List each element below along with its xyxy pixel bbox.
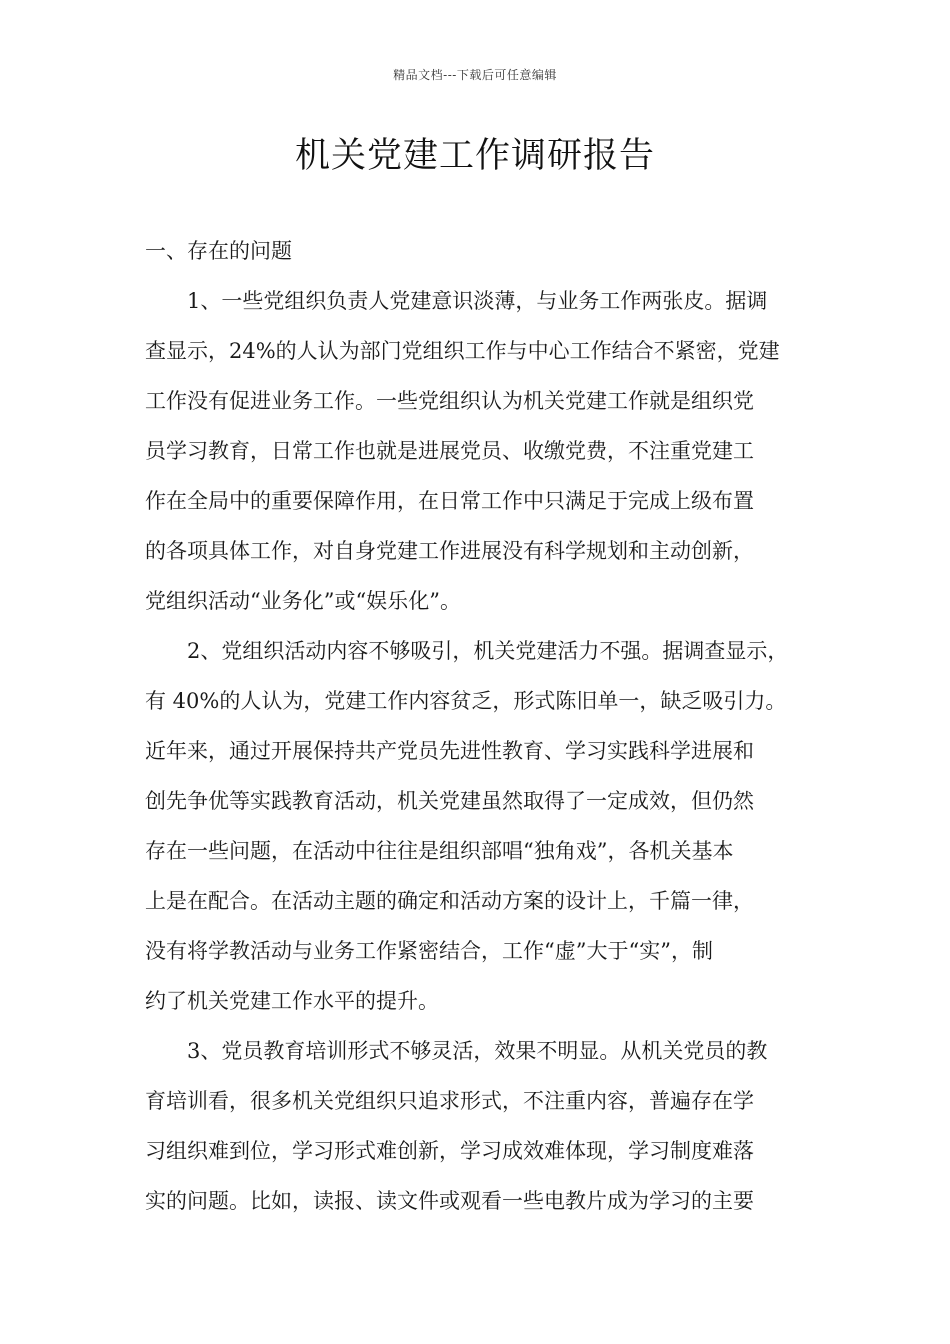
text-line: 的各项具体工作，对自身党建工作进展没有科学规划和主动创新， bbox=[145, 539, 754, 563]
document-body bbox=[145, 226, 825, 1226]
paragraph-1 bbox=[145, 276, 825, 626]
text-line: 查显示，24%的人认为部门党组织工作与中心工作结合不紧密，党建 bbox=[145, 339, 780, 363]
text-line: 上是在配合。在活动主题的确定和活动方案的设计上，千篇一律， bbox=[145, 889, 754, 913]
paragraph-3 bbox=[145, 1026, 825, 1226]
text-line: 3、党员教育培训形式不够灵活，效果不明显。从机关党员的教 bbox=[187, 1039, 768, 1063]
text-line: 工作没有促进业务工作。一些党组织认为机关党建工作就是组织党 bbox=[145, 389, 754, 413]
text-line: 党组织活动“业务化”或“娱乐化”。 bbox=[145, 589, 461, 613]
text-line: 育培训看，很多机关党组织只追求形式，不注重内容，普遍存在学 bbox=[145, 1089, 754, 1113]
text-line: 约了机关党建工作水平的提升。 bbox=[145, 989, 439, 1013]
header-note: 精品文档---下载后可任意编辑 bbox=[393, 68, 557, 82]
document-title: 机关党建工作调研报告 bbox=[294, 136, 655, 176]
text-line: 2、党组织活动内容不够吸引，机关党建活力不强。据调查显示， bbox=[187, 639, 789, 663]
section-heading: 一、存在的问题 bbox=[145, 239, 292, 263]
text-line: 作在全局中的重要保障作用，在日常工作中只满足于完成上级布置 bbox=[145, 489, 754, 513]
text-line: 有 40%的人认为，党建工作内容贫乏，形式陈旧单一，缺乏吸引力。 bbox=[145, 689, 787, 713]
text-line: 习组织难到位，学习形式难创新，学习成效难体现，学习制度难落 bbox=[145, 1139, 754, 1163]
text-line: 员学习教育，日常工作也就是进展党员、收缴党费，不注重党建工 bbox=[145, 439, 754, 463]
text-line: 创先争优等实践教育活动，机关党建虽然取得了一定成效，但仍然 bbox=[145, 789, 754, 813]
text-line: 没有将学教活动与业务工作紧密结合，工作“虚”大于“实”，制 bbox=[145, 939, 713, 963]
text-line: 1、一些党组织负责人党建意识淡薄，与业务工作两张皮。据调 bbox=[187, 289, 768, 313]
text-line: 存在一些问题，在活动中往往是组织部唱“独角戏”，各机关基本 bbox=[145, 839, 734, 863]
text-line: 近年来，通过开展保持共产党员先进性教育、学习实践科学进展和 bbox=[145, 739, 754, 763]
paragraph-2 bbox=[145, 626, 825, 1026]
text-line: 实的问题。比如，读报、读文件或观看一些电教片成为学习的主要 bbox=[145, 1189, 754, 1213]
